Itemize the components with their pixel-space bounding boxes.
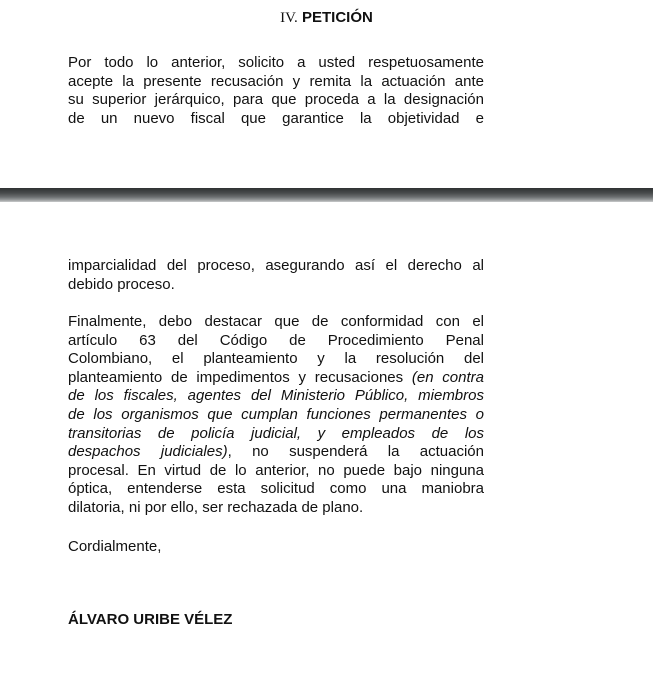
text-line: óptica, entenderse esta solicitud como una maniobra (68, 480, 484, 498)
text-line: acepte la presente recusación y remita la actuación ante (68, 72, 484, 90)
text-line: Por todo lo anterior, solicito a usted respetuosamente (68, 54, 484, 71)
document-page-top (0, 0, 653, 190)
text-line (68, 387, 484, 406)
page-break-separator (0, 188, 653, 202)
section-heading (0, 9, 653, 27)
text-line (68, 443, 484, 462)
text-line: Colombiano, el planteamiento y la resolución del (68, 350, 484, 368)
italic-run: de los fiscales, agentes del Ministerio Público, miembros (68, 387, 484, 405)
section-number: IV. (280, 10, 298, 26)
text-line: debido proceso. (68, 275, 175, 293)
text-line (68, 369, 484, 388)
text-line: imparcialidad del proceso, asegurando así el derecho al (68, 257, 484, 274)
italic-run: de los organismos que cumplan funciones permanentes o (68, 405, 484, 423)
text-line: artículo 63 del Código de Procedimiento Penal (68, 331, 484, 349)
text-line (68, 406, 484, 425)
text-line: de un nuevo fiscal que garantice la objetividad e (68, 109, 484, 127)
text-line: su superior jerárquico, para que proceda a la designación (68, 91, 484, 109)
section-title: PETICIÓN (301, 9, 373, 26)
italic-run: (en contra (411, 368, 485, 386)
text-line: Finalmente, debo destacar que de conformidad con el (68, 313, 484, 330)
text-run: , no suspenderá la actuación (227, 443, 484, 461)
closing-salutation: Cordialmente, (68, 538, 162, 555)
continuation-paragraph (68, 257, 484, 294)
text-line (68, 425, 484, 444)
italic-run: transitorias de policía judicial, y empleados de los (68, 424, 484, 442)
signature-name: ÁLVARO URIBE VÉLEZ (68, 611, 233, 628)
text-line: dilatoria, ni por ello, ser rechazada de plano. (68, 498, 364, 516)
italic-run: despachos judiciales) (68, 443, 228, 461)
petition-paragraph (68, 54, 484, 128)
final-paragraph (68, 313, 484, 518)
text-line: procesal. En virtud de lo anterior, no puede bajo ninguna (68, 461, 484, 479)
text-run: planteamiento de impedimentos y recusaciones (68, 368, 412, 386)
